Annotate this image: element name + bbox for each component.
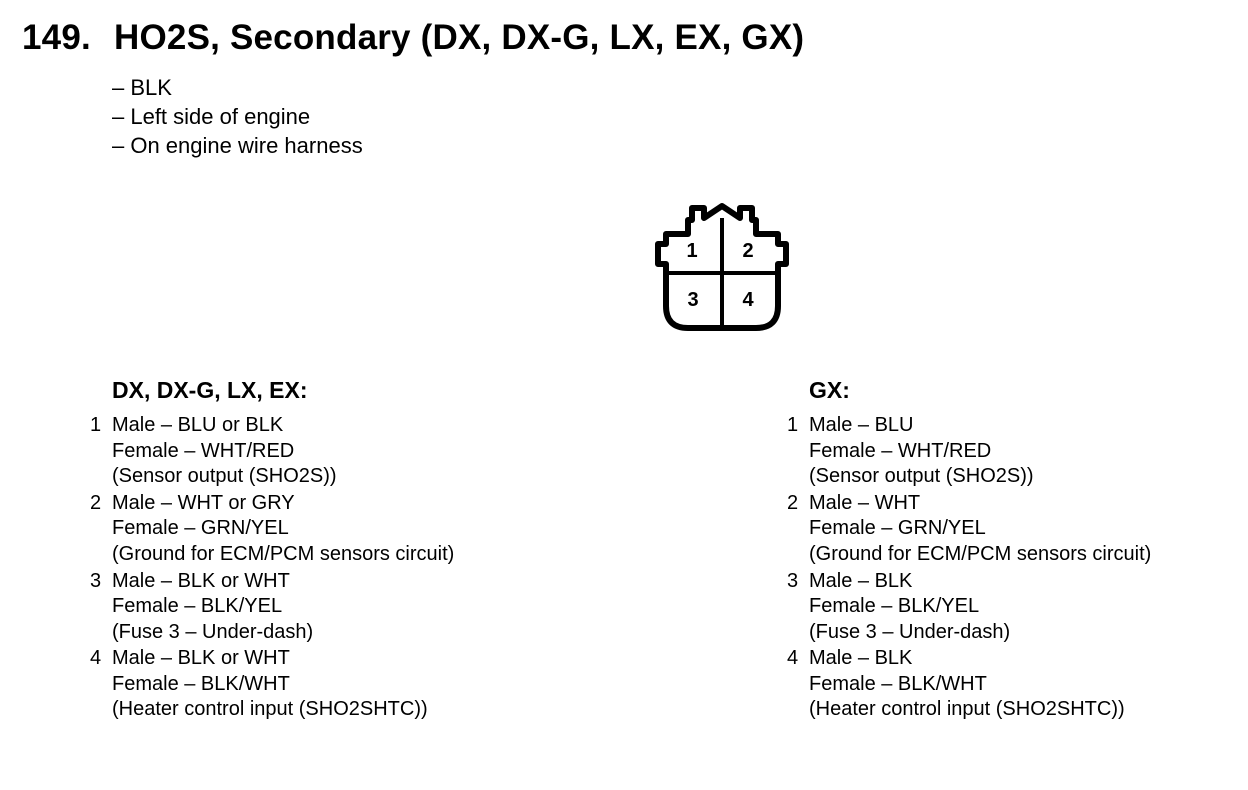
pin-entry (777, 569, 1151, 646)
pin-label-3: 3 (687, 289, 699, 311)
pin-number: 2 (90, 491, 102, 514)
pin-male: Male – WHT (809, 491, 921, 514)
pin-entry (777, 646, 1151, 723)
section-number: 149. (22, 18, 91, 57)
pin-female: Female – GRN/YEL (112, 517, 289, 540)
connector-notes (112, 73, 363, 160)
connector-diagram (650, 200, 794, 336)
pin-male: Male – BLK (809, 647, 913, 670)
note-harness: – On engine wire harness (112, 133, 363, 158)
pin-number: 1 (90, 414, 102, 436)
pin-number: 2 (787, 491, 799, 514)
pin-description: (Heater control input (SHO2SHTC)) (809, 698, 1125, 721)
pin-male: Male – BLK or WHT (112, 647, 290, 670)
pin-description: (Sensor output (SHO2S)) (809, 465, 1034, 487)
note-color: – BLK (112, 75, 172, 100)
column-heading: DX, DX-G, LX, EX: (112, 377, 308, 403)
pin-description: (Fuse 3 – Under-dash) (112, 620, 314, 643)
pinout-gx (777, 373, 1151, 724)
pin-description: (Heater control input (SHO2SHTC)) (112, 698, 428, 721)
column-heading: GX: (809, 377, 850, 403)
pin-entry (80, 646, 454, 723)
pin-female: Female – BLK/WHT (809, 672, 987, 695)
section-title: HO2S, Secondary (DX, DX-G, LX, EX, GX) (114, 18, 805, 57)
pin-male: Male – BLU or BLK (112, 414, 284, 436)
pin-female: Female – GRN/YEL (809, 517, 986, 540)
pin-label-2: 2 (742, 240, 754, 262)
pin-entry (80, 569, 454, 646)
pin-entry (80, 491, 454, 568)
page-title (22, 18, 804, 58)
connector-face-drawing (650, 200, 794, 336)
pin-entry (777, 413, 1151, 490)
pin-male: Male – BLK or WHT (112, 569, 290, 592)
pin-description: (Fuse 3 – Under-dash) (809, 620, 1011, 643)
pin-female: Female – BLK/YEL (112, 595, 283, 618)
pin-male: Male – BLU (809, 414, 914, 436)
pin-number: 3 (787, 569, 799, 592)
pin-number: 1 (787, 414, 799, 436)
pin-male: Male – BLK (809, 569, 913, 592)
pinout-dx-dxg-lx-ex (80, 373, 454, 724)
pin-number: 4 (787, 647, 799, 670)
pin-male: Male – WHT or GRY (112, 491, 295, 514)
pin-label-4: 4 (742, 289, 754, 311)
pin-description: (Ground for ECM/PCM sensors circuit) (809, 542, 1152, 565)
pin-entry (777, 491, 1151, 568)
pin-number: 3 (90, 569, 102, 592)
pin-female: Female – BLK/YEL (809, 595, 980, 618)
pin-female: Female – BLK/WHT (112, 672, 290, 695)
pin-entry (80, 413, 454, 490)
pin-female: Female – WHT/RED (112, 439, 295, 462)
pin-female: Female – WHT/RED (809, 439, 992, 462)
pin-description: (Sensor output (SHO2S)) (112, 465, 337, 487)
pin-description: (Ground for ECM/PCM sensors circuit) (112, 542, 455, 565)
pin-number: 4 (90, 647, 102, 670)
pin-label-1: 1 (686, 240, 698, 262)
note-location: – Left side of engine (112, 104, 311, 129)
